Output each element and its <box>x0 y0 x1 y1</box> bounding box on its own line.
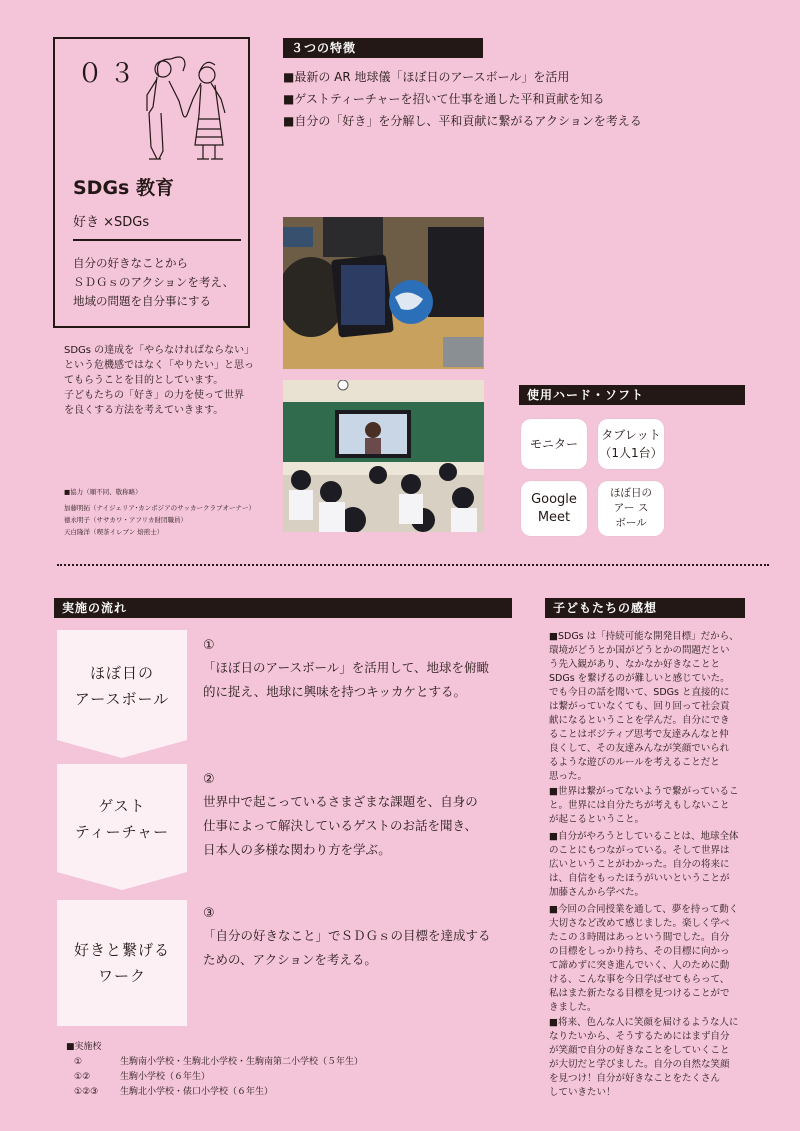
heart-pose-illustration <box>135 55 235 167</box>
description-line: 自分の好きなことから <box>73 256 188 270</box>
impression-line: 広いということがわかった。自分の将来に <box>549 859 730 870</box>
tool-tablet-label: タブレット <box>601 428 661 442</box>
section-description <box>73 254 234 311</box>
impression-line: が笑顔で自分の好きなことをしていくこと <box>549 1045 730 1056</box>
tool-meet-label: Google <box>531 491 577 507</box>
impression-line: 良くして、その友達みんなが笑顔でいられ <box>549 743 730 754</box>
impression-line: 私はまた新たなる目標を見つけることがで <box>549 988 730 999</box>
impression-line: ■自分がやろうとしていることは、地球全体 <box>549 831 739 842</box>
school-mark: ①②③ <box>74 1087 99 1097</box>
flow-step-text-line: 世界中で起こっているさまざまな課題を、自身の <box>203 794 478 809</box>
section-subtitle: 好き ×SDGs <box>73 215 150 230</box>
tools-heading: 使用ハード・ソフト <box>519 385 745 405</box>
body-line: てもらうことを目的としています。 <box>64 375 224 386</box>
body-line: という危機感ではなく「やりたい」と思っ <box>64 360 254 371</box>
tool-tablet-label: （1人1台） <box>599 446 663 460</box>
impression-item <box>549 785 749 827</box>
tool-google-meet <box>521 481 587 536</box>
feature-item: ■最新の AR 地球儀「ほぼ日のアースボール」を活用 <box>283 70 570 84</box>
impression-line: ■SDGs は「持続可能な開発目標」だから、 <box>549 631 739 642</box>
schools-table <box>66 1055 363 1100</box>
flow-step-text-line: 「自分の好きなこと」でＳＤＧｓの目標を達成する <box>203 928 491 943</box>
flow-step-number: ③ <box>203 906 215 921</box>
tool-earthball-label: ボール <box>615 517 647 529</box>
impression-line: 思った。 <box>549 771 588 782</box>
flow-step-number: ① <box>203 638 215 653</box>
school-row <box>66 1085 363 1100</box>
flow-step-text-line: 日本人の多様な関わり方を学ぶ。 <box>203 842 391 857</box>
section-title-box <box>53 37 250 328</box>
impression-line: 環境がどうとか国がどうとかの問題だとい <box>549 645 730 656</box>
tool-earthball-label: アー ス <box>613 502 649 514</box>
photo-guest-teacher-online <box>283 380 484 532</box>
impression-line: は、自信をもったほうがいいということが <box>549 873 730 884</box>
flow-step-text-line: 的に捉え、地球に興味を持つキッカケとする。 <box>203 684 467 699</box>
impression-line: たこの３時間はあっという間でした。自分 <box>549 932 730 943</box>
online-lesson-photo-graphic <box>283 380 484 532</box>
impression-item <box>549 1016 749 1100</box>
section-number: ０３ <box>77 59 142 89</box>
impression-line: なりたいから、そうするためにはまず自分 <box>549 1031 730 1042</box>
flow-heading: 実施の流れ <box>54 598 512 618</box>
schools-heading: ■実施校 <box>66 1042 102 1052</box>
photo-students-tablets <box>283 217 484 369</box>
impression-line: でも今日の話を聞いて、SDGs と直接的に <box>549 687 730 698</box>
flow-step-box-line: 好きと繋げる <box>73 941 170 959</box>
school-row <box>66 1055 363 1070</box>
flow-step-box-2 <box>57 764 187 874</box>
flow-step-box-3 <box>57 900 187 1026</box>
cooperation-credits <box>64 486 255 538</box>
section-divider <box>57 564 769 566</box>
impression-line: ■世界は繋がってないようで繋がっているこ <box>549 786 739 797</box>
flow-step-box-line: ほぼ日の <box>89 664 154 682</box>
flow-step-text <box>203 790 513 862</box>
title-divider <box>73 239 241 241</box>
flow-step-number: ② <box>203 772 215 787</box>
cooperation-line: 天白隆洋（喫茶イレブン 焙煎士） <box>64 528 164 536</box>
impression-line: ■将来、色んな人に笑顔を届けるような人に <box>549 1017 739 1028</box>
tool-monitor <box>521 419 587 469</box>
impression-line: のことにもつながっている。そして世界は <box>549 845 730 856</box>
schools-list <box>66 1039 363 1100</box>
impression-line: の目標をしっかり持ち、その目標に向かっ <box>549 946 730 957</box>
tool-earthball-label: ほぼ日の <box>610 487 652 499</box>
flow-step-text-line: 仕事によって解決しているゲストのお話を聞き、 <box>203 818 478 833</box>
feature-item: ■自分の「好き」を分解し、平和貢献に繋がるアクションを考える <box>283 114 642 128</box>
flow-step-text <box>203 656 513 704</box>
flow-step-box-line: ゲスト <box>98 797 146 815</box>
flow-step-box-1 <box>57 630 187 742</box>
cooperation-line: 加藤明拓（ナイジェリア･カンボジアのサッカークラブオーナー） <box>64 504 255 512</box>
impression-line: 加藤さんから学べた。 <box>549 887 645 898</box>
impression-line: う先入観があり、なかなか好きなことと <box>549 659 721 670</box>
impression-item <box>549 903 749 1015</box>
impression-line: が大切だと学びました。自分の自然な笑顔 <box>549 1059 730 1070</box>
impression-line: が起こるということ。 <box>549 814 645 825</box>
body-line: 子どもたちの「好き」の力を使って世界 <box>64 390 244 401</box>
tool-tablet <box>598 419 664 469</box>
feature-item: ■ゲストティーチャーを招いて仕事を通した平和貢献を知る <box>283 92 605 106</box>
flow-step-box-line: ティーチャー <box>74 823 170 841</box>
school-mark: ① <box>74 1057 83 1067</box>
impression-line: るような遊びのルールを考えることだと <box>549 757 720 768</box>
school-mark: ①② <box>74 1072 91 1082</box>
flow-step-text-line: ための、アクションを考える。 <box>203 952 377 967</box>
impression-line: ける、こんな事を今日学ばせてもらって、 <box>549 974 730 985</box>
impression-line: きました。 <box>549 1002 597 1013</box>
school-text: 生駒小学校（６年生） <box>120 1072 211 1082</box>
impression-line: していきたい！ <box>549 1087 616 1098</box>
impression-item <box>549 630 749 784</box>
description-line: 地域の問題を自分事にする <box>73 294 211 308</box>
impression-line: SDGs を繋げるのが難しいと感じていた。 <box>549 673 730 684</box>
impression-item <box>549 830 749 900</box>
features-list <box>283 66 642 132</box>
impression-line: を見つけ！自分が好きなことをたくさん <box>549 1073 721 1084</box>
description-line: ＳＤＧｓのアクションを考え、 <box>73 275 235 289</box>
cooperation-line: 徳永明子（ササカワ・アフリカ財団職員） <box>64 516 188 524</box>
section-title: SDGs 教育 <box>73 177 174 199</box>
impressions-heading: 子どもたちの感想 <box>545 598 745 618</box>
impression-line: と。世界には自分たちが考えもしないこと <box>549 800 730 811</box>
features-heading: ３つの特徴 <box>283 38 483 58</box>
cooperation-heading: ■協力（順不同、敬称略） <box>64 488 142 496</box>
impression-line: 献になるということを学んだ。自分にでき <box>549 715 730 726</box>
body-line: を良くする方法を考えていきます。 <box>64 405 224 416</box>
impression-line: は繋がっていなくても、回り回って社会貢 <box>549 701 730 712</box>
tool-earthball <box>598 481 664 536</box>
school-text: 生駒南小学校・生駒北小学校・生駒南第二小学校（５年生） <box>120 1057 364 1067</box>
impression-line: ■今回の合同授業を通して、夢を持って動く <box>549 904 739 915</box>
tool-monitor-label: モニター <box>529 437 578 451</box>
flow-step-box-line: ワーク <box>97 967 146 985</box>
tablet-classroom-photo-graphic <box>283 217 484 369</box>
flow-step-text-line: 「ほぼ日のアースボール」を活用して、地球を俯瞰 <box>203 660 490 675</box>
school-row <box>66 1070 363 1085</box>
section-body-text <box>64 343 254 418</box>
school-text: 生駒北小学校・俵口小学校（６年生） <box>120 1087 274 1097</box>
flow-step-box-line: アースボール <box>74 690 170 708</box>
flow-step-text <box>203 924 513 972</box>
impression-line: て諦めずに突き進んでいく、人のために動 <box>549 960 730 971</box>
impression-line: 大切さなど改めて感じました。楽しく学べ <box>549 918 730 929</box>
impression-line: ることはポジティブ思考で友達みんなと仲 <box>549 729 729 740</box>
tool-meet-label: Meet <box>537 509 571 525</box>
body-line: SDGs の達成を「やらなければならない」 <box>64 345 255 356</box>
